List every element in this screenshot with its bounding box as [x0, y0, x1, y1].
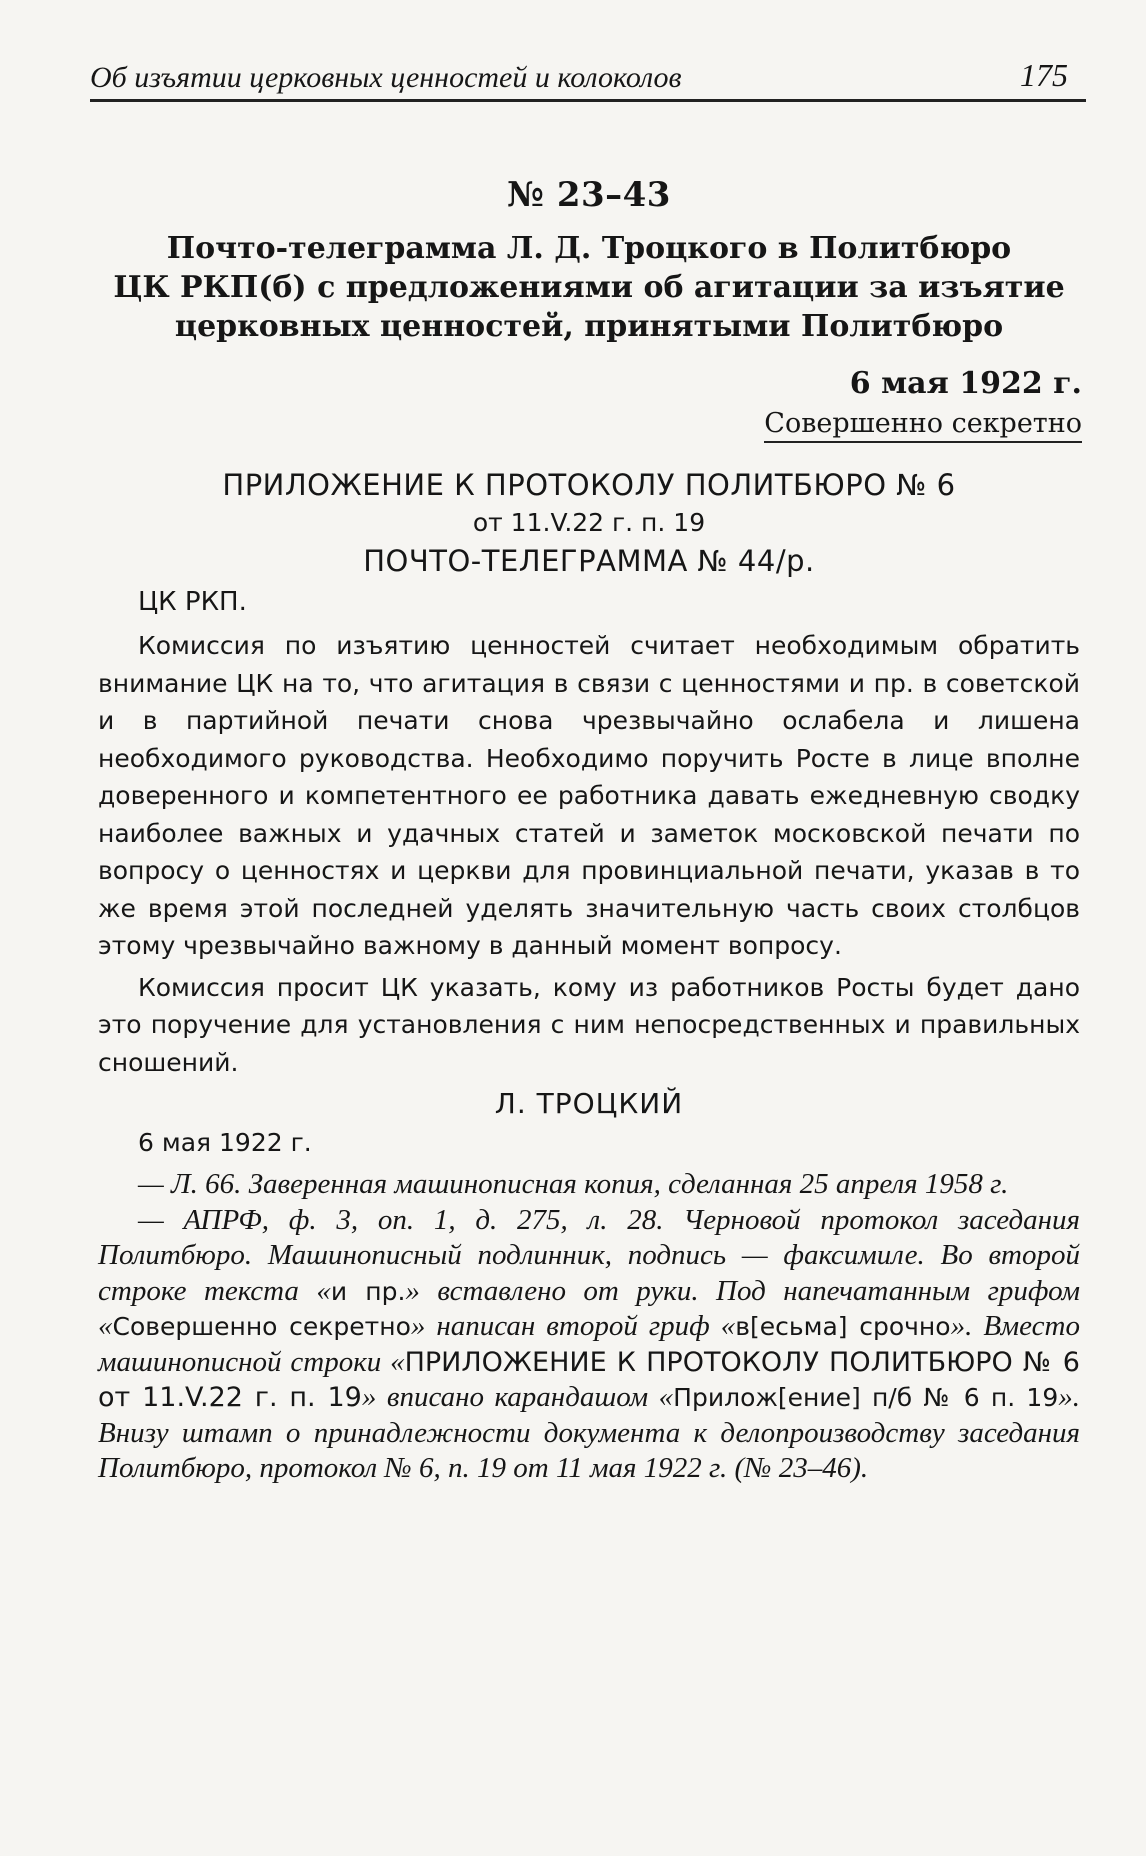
document-meta	[98, 366, 1082, 443]
signature: Л. ТРОЦКИЙ	[494, 1087, 684, 1120]
archival-note: — Л. 66. Заверенная машинописная копия, сделанная 25 апреля 1958 г.	[138, 1168, 1009, 1200]
note-text: » вставлено от руки. Под напечатанным грифом «	[98, 1274, 1080, 1342]
note-text: » написан второй гриф «	[410, 1310, 736, 1342]
document-number: № 23–43	[507, 175, 671, 215]
note-quote: ПРИЛОЖЕНИЕ К ПРОТОКОЛУ ПОЛИТБЮРО № 6 от 11.V.22 г. п. 19	[98, 1346, 1080, 1413]
telegram-text	[98, 627, 1080, 1081]
note-text: » вписано карандашом «	[361, 1381, 674, 1413]
title-line: Почто-телеграмма Л. Д. Троцкого в Политбюро	[166, 231, 1012, 266]
classification-stamp: Совершенно секретно	[764, 407, 1082, 443]
note-quote: в[есьма] срочно	[735, 1312, 951, 1341]
note-text: ». Вместо машинописной строки «	[98, 1310, 1080, 1378]
paragraph: Комиссия просит ЦК указать, кому из работников Росты будет дано это поручение для установления с ним непосредственных и правильных сношений.	[98, 972, 1080, 1077]
telegram-number: ПОЧТО-ТЕЛЕГРАММА № 44/р.	[363, 544, 815, 578]
note-quote: Совершенно секретно	[112, 1312, 411, 1341]
document-body	[98, 175, 1080, 1487]
title-line: церковных ценностей, принятыми Политбюро	[174, 309, 1004, 344]
title-line: ЦК РКП(б) с предложениями об агитации за изъятие	[113, 270, 1065, 305]
note-quote: Прилож[ение] п/б № 6 п. 19	[673, 1383, 1059, 1412]
archival-notes	[98, 1167, 1080, 1487]
document-title	[98, 229, 1080, 346]
page-number: 175	[1020, 57, 1068, 93]
note-text: ». Внизу штамп о принадлежности документа к делопроизводству заседания Политбюро, протокол № 6, п. 19 от 11 мая 1922 г. (№ 23–46).	[98, 1381, 1080, 1484]
archival-note	[98, 1203, 1080, 1487]
addressee: ЦК РКП.	[138, 587, 247, 617]
signature-date: 6 мая 1922 г.	[138, 1128, 312, 1157]
annex-reference: от 11.V.22 г. п. 19	[472, 508, 706, 537]
running-title: Об изъятии церковных ценностей и колоколов	[90, 61, 682, 94]
note-quote: и пр.	[330, 1276, 406, 1306]
paragraph: Комиссия по изъятию ценностей считает необходимым обратить внимание ЦК на то, что агитация в связи с ценностями и пр. в советской и в партийной печати снова чрезвычайно ослабела и лишена необходимого руководства. Необходимо поручить Росте в лице вполне доверенного и компетентного ее работника давать ежедневную сводку наиболее важных и удачных статей и заметок московской печати по вопросу о ценностях и церкви для провинциальной печати, указав в то же время этой последней уделять значительную часть своих столбцов этому чрезвычайно важному в данный момент вопросу.	[98, 631, 1080, 960]
page-header	[90, 55, 1086, 102]
note-text: — АПРФ, ф. 3, оп. 1, д. 275, л. 28. Черновой протокол заседания Политбюро. Машинописный подлинник, подпись — факсимиле. Во второй строке текста «	[98, 1203, 1080, 1307]
annex-heading: ПРИЛОЖЕНИЕ К ПРОТОКОЛУ ПОЛИТБЮРО № 6	[222, 468, 956, 502]
document-date: 6 мая 1922 г.	[849, 366, 1082, 401]
